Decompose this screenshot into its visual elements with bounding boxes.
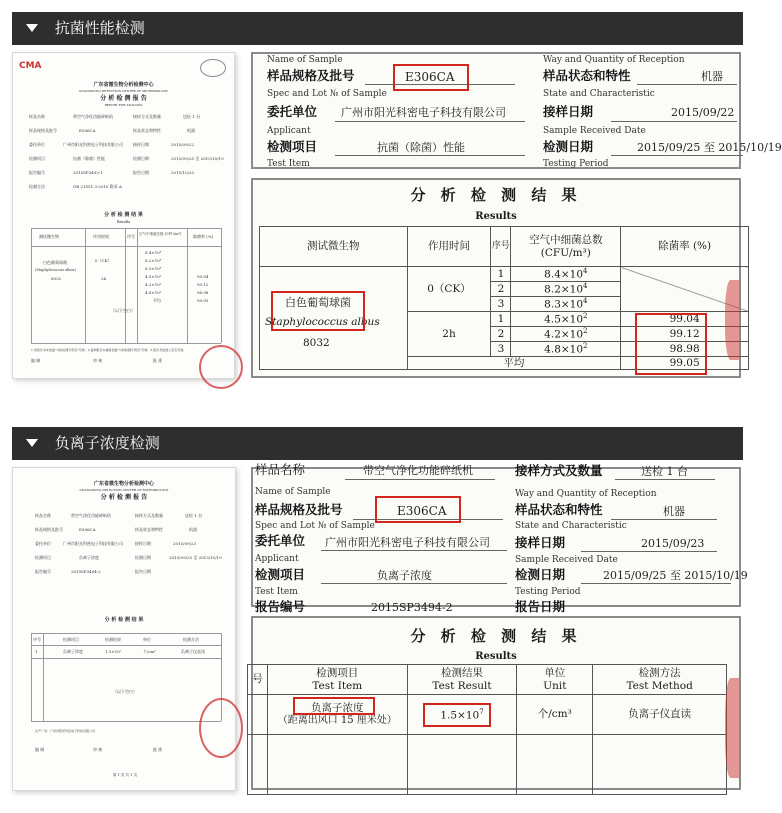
item-value: 负离子浓度 [377, 569, 432, 582]
count-cell: $8.4\times 10^4$ [511, 267, 621, 282]
results-table [247, 664, 727, 795]
label-client: 委托单位 [255, 533, 306, 548]
org-name-en: GUANGDONG DETECTION CENTER OF MICROBIOLOGY [79, 488, 169, 492]
thumb-th: 除菌率 (%) [193, 234, 214, 239]
thumb-value: 2015/09/22 [171, 142, 195, 147]
count-cell: $8.2\times 10^4$ [511, 282, 621, 297]
report-title-en: REPORT FOR ANALYSIS [104, 103, 143, 107]
th-index: 序号 [491, 227, 511, 267]
th-result [407, 665, 517, 695]
section-title: 负离子浓度检测 [54, 434, 160, 452]
label-recv-date: 接样日期 [515, 535, 566, 550]
thumb-cell: 个/cm³ [143, 649, 156, 654]
org-name-en: GUANGDONG DETECTION CENTER OF MICROBIOLOGY [78, 89, 169, 93]
thumb-field: 委托单位 [29, 142, 45, 147]
thumb-footer-label: 批 准 [153, 358, 163, 363]
thumb-organism-no: 8032 [51, 276, 62, 281]
collapse-triangle-icon [26, 439, 38, 447]
thumb-count: 8.3×10⁴ [145, 266, 162, 271]
red-seal-stamp [199, 698, 243, 758]
thumb-field: 检测日期 [135, 555, 151, 560]
client-value: 广州市阳光科密电子科技有限公司 [341, 106, 506, 119]
th-count-cn: 空气中细菌总数 [529, 234, 603, 247]
thumb-field: 报告日期 [133, 170, 149, 175]
thumb-th: 检测项目 [63, 637, 79, 642]
item-value: 抗菌（除菌）性能 [377, 141, 465, 154]
label-en: Sample Received Date [543, 126, 646, 136]
label-spec: 样品规格及批号 [267, 68, 355, 83]
thumb-time: 2h [101, 276, 107, 281]
thumb-field: 接样日期 [135, 541, 151, 546]
row-index [248, 695, 268, 735]
th-rate: 除菌率 (%) [621, 227, 749, 267]
label-en: Applicant [255, 554, 299, 564]
results-subtitle: Results [475, 651, 517, 662]
zoom-sample-info [251, 52, 782, 169]
highlight-box [271, 291, 365, 331]
testdate-value: 2015/09/25 至 2015/10/19 [637, 141, 782, 154]
thumb-value: 送检 1 台 [185, 513, 203, 518]
label-en: Name of Sample [255, 487, 331, 497]
thumb-avg: 平均 [153, 298, 161, 303]
thumb-field: 样品规格及批号 [29, 128, 57, 133]
label-state: 样品状态和特性 [515, 502, 603, 517]
thumb-footer-label: 编 制 [35, 747, 45, 752]
thumb-field: 报告编号 [29, 170, 45, 175]
label-spec: 样品规格及批号 [255, 502, 343, 517]
thumb-field: 接样方式及数量 [135, 513, 163, 518]
index: 3 [491, 297, 511, 312]
thumb-field: 委托单位 [35, 541, 51, 546]
method-cell: 负离子仪直读 [593, 695, 727, 735]
index: 3 [491, 342, 511, 357]
thumb-footer-label: 审 核 [93, 747, 103, 752]
results-subtitle: Results [475, 211, 517, 222]
client-value: 广州市阳光科密电子科技有限公司 [325, 536, 490, 549]
thumb-field: 检测方法 [29, 184, 45, 189]
thumb-value: 2015/09/25 至 2015/10/19 [171, 156, 224, 161]
results-title: 分 析 检 测 结 果 [410, 627, 582, 645]
highlight-box [635, 313, 707, 375]
thumb-organism-en: (Staphylococcus albus) [35, 268, 76, 272]
label-en: State and Characteristic [543, 89, 655, 99]
report-title: 分 析 检 测 报 告 [100, 494, 148, 501]
thumb-th: 测试微生物 [39, 234, 59, 239]
label-test-date: 检测日期 [515, 567, 566, 582]
thumb-field: 接样日期 [133, 142, 149, 147]
label-en: Name of Sample [267, 55, 343, 65]
th-method-en: Test Method [626, 679, 693, 692]
thumb-count: 4.5×10² [145, 274, 162, 279]
report-thumbnail-antibacterial [12, 52, 235, 379]
highlight-box [293, 697, 375, 715]
count-cell: $4.5\times 10^2$ [511, 312, 621, 327]
cma-logo: CMA [19, 61, 42, 71]
result-cell: $1.5\times 10^7$ [407, 695, 517, 735]
th-time: 作用时间 [407, 227, 491, 267]
thumb-value: 2015/10/20 [171, 170, 195, 175]
th-count-unit: (CFU/m³) [540, 246, 591, 259]
thumb-cell: 负离子仪直读 [181, 649, 205, 654]
th-item-en: Test Item [312, 679, 363, 692]
testdate-value: 2015/09/25 至 2015/10/19 [603, 569, 748, 582]
thumb-results-title: 分 析 检 测 结 果 [104, 617, 144, 623]
rate-cell: 99.12 [621, 327, 749, 342]
thumb-results-title: 分 析 检 测 结 果 [104, 212, 143, 218]
thumb-field: 样品状态和特性 [135, 527, 163, 532]
thumb-value: E306CA [79, 128, 96, 133]
label-en: Applicant [267, 126, 311, 136]
avg-label: 平均 [407, 357, 621, 370]
cnas-logo [200, 59, 226, 77]
thumb-th: 序号 [127, 234, 135, 239]
thumb-field: 检测日期 [133, 156, 149, 161]
th-unit-en: Unit [543, 679, 567, 692]
section-header-antibacterial [12, 12, 743, 45]
thumb-rate-avg: 99.05 [197, 298, 209, 303]
organism-cn: 白色葡萄球菌 [285, 296, 351, 309]
recv-value: 2015/09/22 [671, 106, 735, 119]
th-item-cn: 检测项目 [316, 667, 359, 680]
thumb-value: 机器 [189, 527, 197, 532]
thumb-blank-note: （以下空白） [113, 689, 137, 694]
highlight-box [375, 496, 461, 523]
label-name: 样品名称 [255, 462, 306, 477]
thumb-rate: 99.12 [197, 282, 209, 287]
label-state: 样品状态和特性 [543, 68, 631, 83]
thumb-footer-note: 1.该报告书未加盖"分析检测专用章"无效；2.复制报告未重新加盖"分析检测专用章"无效；3.报告无批准人签名无效。 [31, 348, 187, 352]
highlight-box [393, 64, 469, 91]
section-title: 抗菌性能检测 [54, 19, 145, 37]
thumb-footer-note: 生产厂家：广州市阳光科密电子科技有限公司 [35, 729, 96, 733]
seal-edge [725, 678, 739, 778]
label-way: 接样方式及数量 [515, 463, 603, 478]
time-2h: 2h [407, 312, 491, 357]
thumb-cell: 1.5×10⁷ [105, 649, 122, 654]
label-en: Test Item [255, 587, 298, 597]
label-report-no: 报告编号 [255, 599, 306, 614]
th-index: 号 [248, 665, 268, 695]
highlight-box [423, 703, 491, 727]
thumb-value: 带空气净化功能碎纸机 [71, 513, 111, 518]
item-note: （距离出风口 15 厘米处） [277, 715, 397, 727]
thumb-field: 样品规格及批号 [35, 527, 63, 532]
thumb-value: 2015/09/23 [173, 541, 197, 546]
label-en: Test Item [267, 159, 310, 169]
thumb-results-en: Results [116, 220, 131, 224]
organism-en: Staphylococcus albus [265, 316, 380, 328]
report-title: 分 析 检 测 报 告 [100, 95, 147, 102]
th-method [593, 665, 727, 695]
thumb-th: 检测结果 [105, 637, 121, 642]
thumb-count: 8.2×10⁴ [145, 258, 162, 263]
thumb-value: 抗菌（除菌）性能 [73, 156, 105, 161]
collapse-triangle-icon [26, 24, 38, 32]
th-organism: 测试微生物 [260, 227, 408, 267]
thumb-field: 报告日期 [135, 569, 151, 574]
label-en: Spec and Lot № of Sample [267, 89, 387, 99]
thumb-organism: 白色葡萄球菌 [43, 260, 67, 265]
th-unit-cn: 单位 [544, 667, 566, 680]
thumb-rate: 98.98 [197, 290, 209, 295]
thumb-count: 4.8×10² [145, 290, 162, 295]
index: 2 [491, 282, 511, 297]
thumb-count: 4.2×10² [145, 282, 162, 287]
thumb-count: 8.4×10⁴ [145, 250, 162, 255]
thumb-rate: 99.04 [197, 274, 209, 279]
rate-cell: 99.04 [621, 312, 749, 327]
thumb-footer-label: 编 制 [31, 358, 41, 363]
label-report-date: 报告日期 [515, 599, 566, 614]
thumb-field: 检测项目 [35, 555, 51, 560]
thumb-value: E306CA [79, 527, 96, 532]
thumb-field: 报告编号 [35, 569, 51, 574]
section-header-anion [12, 427, 743, 460]
organism-no: 8032 [303, 337, 330, 349]
th-method-cn: 检测方法 [638, 667, 681, 680]
thumb-field: 接样方式及数量 [133, 114, 161, 119]
state-value: 机器 [663, 505, 685, 518]
thumb-field: 检测项目 [29, 156, 45, 161]
label-en: Way and Quantity of Reception [543, 55, 685, 65]
th-result-cn: 检测结果 [441, 667, 483, 680]
thumb-cell: 1 [35, 649, 38, 654]
zoom-results-antibacterial [251, 178, 741, 378]
results-title: 分 析 检 测 结 果 [410, 186, 582, 204]
label-en: State and Characteristic [515, 521, 627, 531]
label-en: Way and Quantity of Reception [515, 489, 657, 499]
label-en: Sample Received Date [515, 555, 618, 565]
thumb-time: 0（CK） [95, 258, 112, 263]
index: 1 [491, 267, 511, 282]
thumb-value: 机器 [187, 128, 195, 133]
thumb-th: 检测方法 [183, 637, 199, 642]
rate-avg: 99.05 [621, 357, 749, 370]
count-cell: $4.8\times 10^2$ [511, 342, 621, 357]
red-seal-stamp [199, 345, 243, 389]
thumb-value: 广州市阳光科密电子科技有限公司 [63, 541, 123, 546]
th-unit [517, 665, 593, 695]
label-en: Testing Period [515, 587, 581, 597]
thumb-value: 2015/09/25 至 2015/10/19 [169, 555, 222, 560]
index: 1 [491, 312, 511, 327]
thumb-value: 带空气净化功能碎纸机 [73, 114, 113, 119]
thumb-th: 序号 [33, 637, 41, 642]
thumb-blank-note: （以下空白） [111, 308, 135, 313]
way-value: 送检 1 台 [641, 465, 688, 478]
label-test-date: 检测日期 [543, 139, 594, 154]
thumb-page-number: 第 1 页 共 1 页 [113, 773, 138, 777]
thumb-value: 送检 1 台 [183, 114, 201, 119]
name-value: 带空气净化功能碎纸机 [363, 464, 473, 477]
thumb-field: 样品状态和特性 [133, 128, 161, 133]
thumb-th: 单位 [143, 637, 151, 642]
thumb-value: 2015SP3494-2 [71, 569, 101, 574]
spec-value: E306CA [397, 504, 447, 518]
label-en: Testing Period [543, 159, 609, 169]
index: 2 [491, 327, 511, 342]
org-name: 广东省微生物分析检测中心 [93, 82, 154, 88]
th-result-en: Test Result [432, 679, 492, 692]
recv-value: 2015/09/23 [641, 537, 705, 550]
org-name: 广东省微生物分析检测中心 [93, 481, 154, 487]
thumb-cell: 负离子浓度 [63, 649, 83, 654]
count-cell: $4.2\times 10^2$ [511, 327, 621, 342]
label-recv-date: 接样日期 [543, 104, 594, 119]
rate-cell: 98.98 [621, 342, 749, 357]
th-count [511, 227, 621, 267]
report-value: 2015SP3494-2 [371, 601, 453, 614]
thumb-th: 空气中细菌总数 (CFU/m³) [139, 232, 182, 236]
label-item: 检测项目 [267, 139, 318, 154]
th-item [267, 665, 407, 695]
thumb-value: 2015SP3493-1 [73, 170, 103, 175]
time-ck: 0（CK） [407, 267, 491, 312]
thumb-field: 样品名称 [29, 114, 45, 119]
state-value: 机器 [701, 70, 723, 83]
unit-cell: 个/cm³ [517, 695, 593, 735]
zoom-sample-info-anion [251, 462, 748, 614]
label-item: 检测项目 [255, 567, 306, 582]
seal-edge [725, 280, 739, 360]
count-cell: $8.3\times 10^4$ [511, 297, 621, 312]
thumb-footer-label: 批 准 [153, 747, 163, 752]
spec-value: E306CA [405, 70, 455, 84]
thumb-value: 广州市阳光科密电子科技有限公司 [63, 142, 123, 147]
thumb-th: 作用时间 [93, 234, 109, 239]
zoom-results-anion [251, 616, 741, 790]
thumb-field: 样品名称 [35, 513, 51, 518]
thumb-footer-label: 审 核 [93, 358, 103, 363]
label-en: Spec and Lot № of Sample [255, 521, 375, 531]
thumb-value: GB 21551.3-2010 附录 A [73, 184, 122, 189]
report-thumbnail-anion [12, 467, 236, 791]
item-cn: 负离子浓度 [311, 702, 364, 715]
thumb-value: 负离子浓度 [79, 555, 99, 560]
label-client: 委托单位 [267, 104, 318, 119]
